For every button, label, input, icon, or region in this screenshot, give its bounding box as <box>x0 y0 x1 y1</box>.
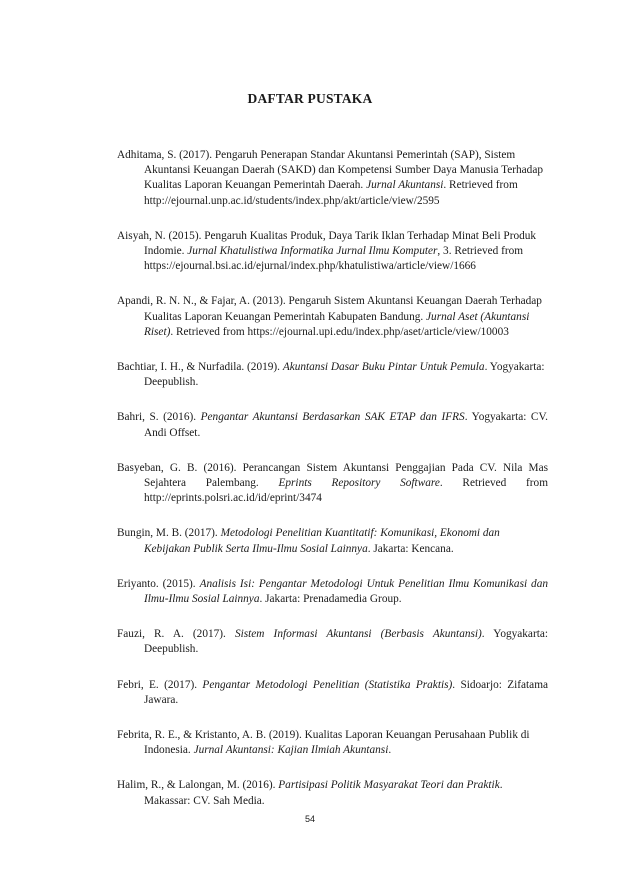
reference-text: Halim, R., & Lalongan, M. (2016). <box>117 779 279 792</box>
reference-text: , 3. Retrieved from https://ejournal.bsi.ac.id/ejurnal/index.php/khatulistiwa/article/view/1666 <box>144 245 524 273</box>
reference-text: Fauzi, R. A. (2017). <box>117 628 235 641</box>
reference-text: . Makassar: CV. Sah Media. <box>144 779 503 807</box>
reference-text: Eriyanto. (2015). <box>117 577 200 590</box>
reference-title: Partisipasi Politik Masyarakat Teori dan Praktik <box>278 779 500 792</box>
reference-text: . Retrieved from https://ejournal.upi.edu/index.php/aset/article/view/10003 <box>170 325 509 338</box>
reference-text: Basyeban, G. B. (2016). Perancangan Sistem Akuntansi Penggajian Pada CV. Nila Mas Sejahtera Palembang. <box>117 461 548 490</box>
reference-list <box>117 148 548 829</box>
reference-title: Sistem Informasi Akuntansi (Berbasis Akuntansi) <box>234 628 482 641</box>
reference-text: Bungin, M. B. (2017). <box>117 527 221 540</box>
reference-text: . Sidoarjo: Zifatama Jawara. <box>144 678 548 706</box>
reference-text: . Retrieved from http://ejournal.unp.ac.id/students/index.php/akt/article/view/2595 <box>144 179 518 207</box>
reference-title: Metodologi Penelitian Kuantitatif: Komunikasi, Ekonomi dan Kebijakan Publik Serta Ilmu-Ilmu Sosial Lainnya <box>144 527 500 555</box>
reference-item <box>117 577 548 607</box>
reference-item <box>117 229 548 275</box>
reference-item <box>117 360 548 390</box>
reference-text: Febrita, R. E., & Kristanto, A. B. (2019). Kualitas Laporan Keuangan Perusahaan Publik di Indonesia. <box>117 729 530 757</box>
page-title: DAFTAR PUSTAKA <box>247 91 373 106</box>
reference-text: Bachtiar, I. H., & Nurfadila. (2019). <box>117 361 283 374</box>
reference-text: Adhitama, S. (2017). Pengaruh Penerapan Standar Akuntansi Pemerintah (SAP), Sistem Akuntansi Keuangan Daerah (SAKD) dan Kompetensi Sumber Daya Manusia Terhadap Kualitas Laporan Keuangan Pemerintah Daerah. <box>117 149 543 192</box>
reference-text: Apandi, R. N. N., & Fajar, A. (2013). Pengaruh Sistem Akuntansi Keuangan Daerah Terhadap Kualitas Laporan Keuangan Pemerintah Kabupaten Bandung. <box>117 295 542 323</box>
reference-item <box>117 294 548 340</box>
reference-title: Eprints Repository Software <box>278 477 440 490</box>
reference-item <box>117 148 548 209</box>
reference-title: Pengantar Akuntansi Berdasarkan SAK ETAP dan IFRS <box>200 411 465 424</box>
reference-text: . <box>388 744 392 757</box>
reference-text: Bahri, S. (2016). <box>117 411 201 424</box>
reference-text: Febri, E. (2017). <box>117 678 203 691</box>
reference-title: Jurnal Khatulistiwa Informatika Jurnal Ilmu Komputer <box>187 245 438 258</box>
reference-item <box>117 778 548 808</box>
page-number: 54 <box>304 814 315 824</box>
reference-item <box>117 526 548 556</box>
reference-item <box>117 678 548 708</box>
reference-title: Analisis Isi: Pengantar Metodologi Untuk Penelitian Ilmu Komunikasi dan Ilmu-Ilmu Sosial Lainnya <box>144 577 548 606</box>
reference-title: Pengantar Metodologi Penelitian (Statistika Praktis) <box>202 678 453 691</box>
reference-item <box>117 461 548 507</box>
reference-text: . Yogyakarta: Deepublish. <box>144 628 548 656</box>
reference-title: Akuntansi Dasar Buku Pintar Untuk Pemula <box>282 361 485 374</box>
reference-item <box>117 728 548 758</box>
reference-title: Jurnal Aset (Akuntansi Riset) <box>144 310 530 338</box>
reference-item <box>117 627 548 657</box>
reference-text: . Yogyakarta: Deepublish. <box>144 361 545 389</box>
reference-item <box>117 410 548 440</box>
reference-title: Jurnal Akuntansi: Kajian Ilmiah Akuntansi <box>193 744 389 757</box>
reference-text: . Yogyakarta: CV. Andi Offset. <box>144 411 548 439</box>
reference-text: Aisyah, N. (2015). Pengaruh Kualitas Produk, Daya Tarik Iklan Terhadap Minat Beli Produk Indomie. <box>117 229 537 258</box>
reference-title: Jurnal Akuntansi <box>366 179 444 192</box>
reference-text: . Retrieved from http://eprints.polsri.ac.id/id/eprint/3474 <box>144 477 548 505</box>
reference-text: . Jakarta: Prenadamedia Group. <box>259 593 402 606</box>
reference-text: . Jakarta: Kencana. <box>367 542 454 555</box>
